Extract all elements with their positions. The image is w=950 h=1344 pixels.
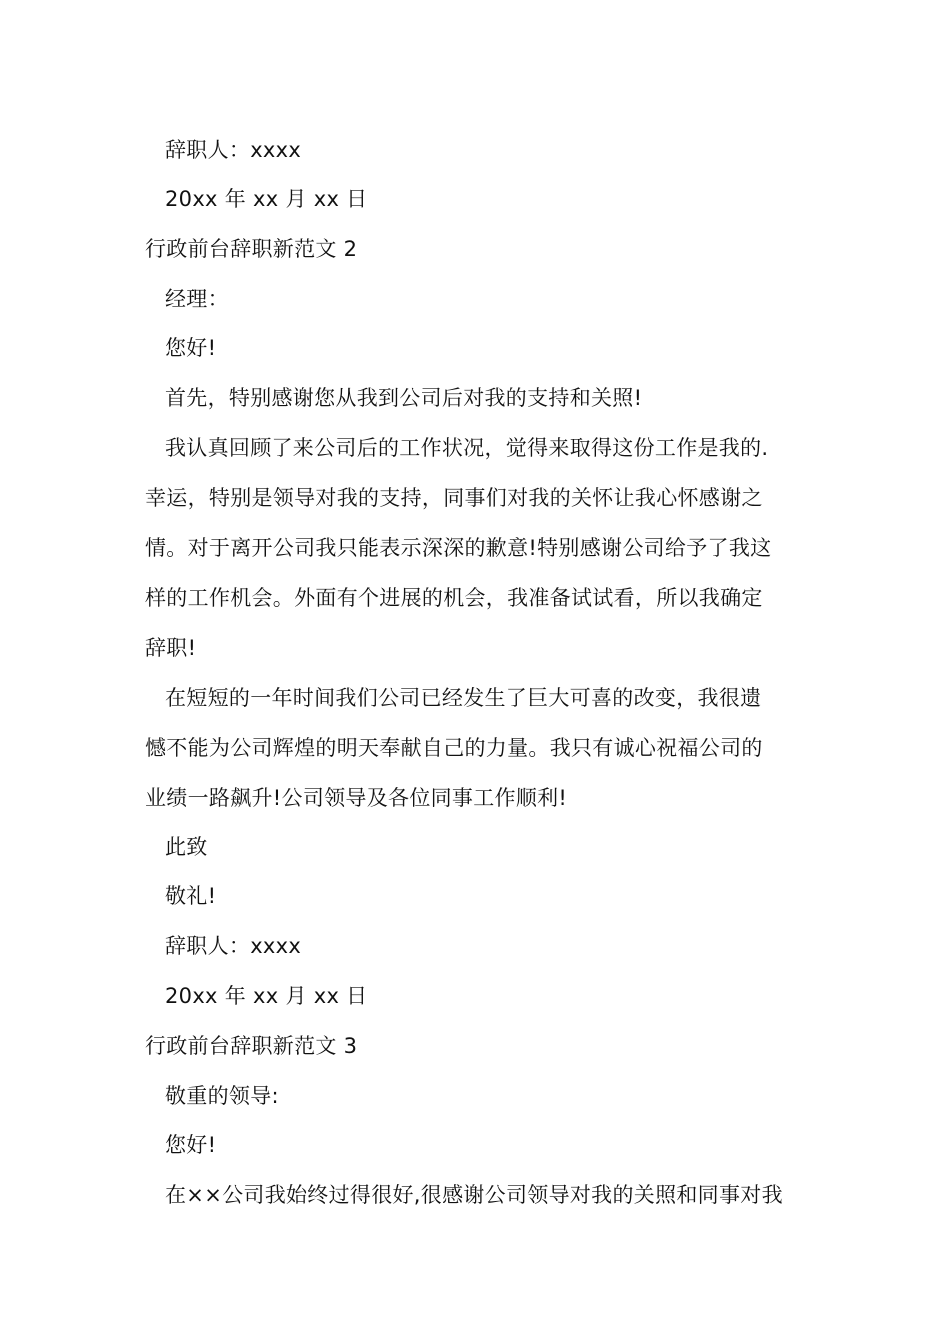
date-line-1: 20xx 年 xx 月 xx 日: [165, 187, 368, 211]
greeting-line-2: 您好!: [165, 1133, 217, 1157]
closing-regards: 此致: [165, 835, 208, 859]
paragraph-body-2-line-2: 憾不能为公司辉煌的明天奉献自己的力量。我只有诚心祝福公司的: [145, 736, 763, 760]
paragraph-body-1-line-4: 样的工作机会。外面有个进展的机会，我准备试试看，所以我确定: [145, 586, 763, 610]
paragraph-body-1-line-3: 情。对于离开公司我只能表示深深的歉意!特别感谢公司给予了我这: [145, 536, 772, 560]
paragraph-body-1-line-2: 幸运，特别是领导对我的支持，同事们对我的关怀让我心怀感谢之: [145, 486, 763, 510]
paragraph-body-1-line-5: 辞职!: [145, 636, 197, 660]
section-title-3: 行政前台辞职新范文 3: [145, 1034, 358, 1058]
paragraph-body-2-line-1: 在短短的一年时间我们公司已经发生了巨大可喜的改变，我很遗: [165, 686, 762, 710]
date-line-2: 20xx 年 xx 月 xx 日: [165, 984, 368, 1008]
resigner-line-1: 辞职人：xxxx: [165, 138, 302, 162]
paragraph-body-2-line-3: 业绩一路飙升!公司领导及各位同事工作顺利!: [145, 786, 568, 810]
salutation-manager: 经理：: [165, 287, 229, 311]
closing-salute: 敬礼!: [165, 884, 217, 908]
paragraph-thanks: 首先，特别感谢您从我到公司后对我的支持和关照!: [165, 386, 643, 410]
section-title-2: 行政前台辞职新范文 2: [145, 237, 358, 261]
paragraph-body-1-line-1: 我认真回顾了来公司后的工作状况，觉得来取得这份工作是我的.: [165, 436, 769, 460]
salutation-leader: 敬重的领导:: [165, 1084, 279, 1108]
greeting-line-1: 您好!: [165, 336, 217, 360]
paragraph-body-3-line-1: 在××公司我始终过得很好,很感谢公司领导对我的关照和同事对我: [165, 1183, 783, 1207]
resigner-line-2: 辞职人：xxxx: [165, 934, 302, 958]
